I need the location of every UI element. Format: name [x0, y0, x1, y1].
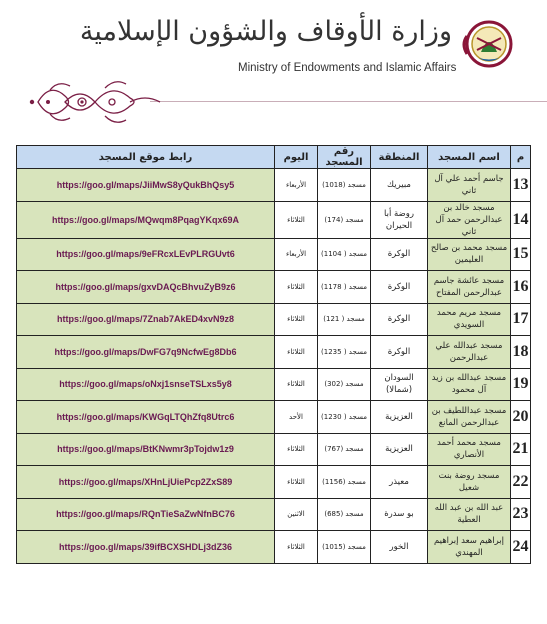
column-header-num: م — [511, 146, 531, 169]
mosque-day: الأحد — [275, 401, 318, 434]
mosque-area: السودان (شمالا) — [371, 368, 428, 401]
mosque-name: عبد الله بن عبد الله العطية — [428, 498, 511, 531]
table-row — [17, 466, 531, 499]
mosque-day: الأربعاء — [275, 238, 318, 271]
mosque-day: الثلاثاء — [275, 336, 318, 369]
column-header-link: رابط موقع المسجد — [17, 146, 275, 169]
table-row — [17, 336, 531, 369]
mosque-area: الخور — [371, 531, 428, 564]
table-row — [17, 368, 531, 401]
mosque-map-link[interactable]: https://goo.gl/maps/KWGqLTQhZfq8Utrc6 — [17, 401, 275, 434]
column-header-code: رقم المسجد — [318, 146, 371, 169]
mosque-map-link[interactable]: https://goo.gl/maps/RQnTieSaZwNfnBC76 — [17, 498, 275, 531]
mosque-area: الوكرة — [371, 271, 428, 304]
mosque-code: مسجد ( 1104) — [318, 238, 371, 271]
mosque-map-link[interactable]: https://goo.gl/maps/DwFG7q9NcfwEg8Db6 — [17, 336, 275, 369]
row-number: 23 — [511, 498, 531, 531]
mosque-area: معيذر — [371, 466, 428, 499]
mosque-area: الوكرة — [371, 303, 428, 336]
table-row — [17, 201, 531, 238]
mosque-map-link[interactable]: https://goo.gl/maps/7Znab7AkED4xvN9z8 — [17, 303, 275, 336]
mosque-area: روضة أبا الحيران — [371, 201, 428, 238]
column-header-day: اليوم — [275, 146, 318, 169]
ministry-name-arabic: وزارة الأوقاف والشؤون الإسلامية — [79, 16, 452, 47]
mosque-code: مسجد (685) — [318, 498, 371, 531]
qatar-emblem-logo — [455, 14, 519, 74]
mosque-name: مسجد روضة بنت شعيل — [428, 466, 511, 499]
mosque-map-link[interactable]: https://goo.gl/maps/9eFRcxLEvPLRGUvt6 — [17, 238, 275, 271]
table-row — [17, 238, 531, 271]
mosque-code: مسجد ( 1178) — [318, 271, 371, 304]
mosque-map-link[interactable]: https://goo.gl/maps/39ifBCXSHDLj3dZ36 — [17, 531, 275, 564]
table-row — [17, 401, 531, 434]
row-number: 16 — [511, 271, 531, 304]
mosque-area: العزيزية — [371, 433, 428, 466]
row-number: 17 — [511, 303, 531, 336]
page-header — [0, 0, 547, 140]
mosque-day: الثلاثاء — [275, 201, 318, 238]
table-row — [17, 531, 531, 564]
mosque-name: مسجد عبدالله علي عبدالرحمن — [428, 336, 511, 369]
mosque-code: مسجد (1156) — [318, 466, 371, 499]
mosque-code: مسجد (302) — [318, 368, 371, 401]
table-header-row — [17, 146, 531, 169]
row-number: 15 — [511, 238, 531, 271]
mosque-day: الثلاثاء — [275, 303, 318, 336]
mosque-area: العزيزية — [371, 401, 428, 434]
mosque-name: جاسم أحمد علي آل ثاني — [428, 169, 511, 202]
row-number: 20 — [511, 401, 531, 434]
mosque-code: مسجد ( 1230) — [318, 401, 371, 434]
mosque-day: الاثنين — [275, 498, 318, 531]
mosque-code: مسجد (1018) — [318, 169, 371, 202]
mosque-day: الثلاثاء — [275, 271, 318, 304]
mosque-area: الوكرة — [371, 336, 428, 369]
mosque-name: مسجد محمد بن صالح العليمين — [428, 238, 511, 271]
mosque-map-link[interactable]: https://goo.gl/maps/BtKNwmr3pTojdw1z9 — [17, 433, 275, 466]
row-number: 14 — [511, 201, 531, 238]
mosque-day: الثلاثاء — [275, 531, 318, 564]
row-number: 21 — [511, 433, 531, 466]
mosque-code: مسجد ( 121) — [318, 303, 371, 336]
mosque-name: إبراهيم سعد إبراهيم المهندي — [428, 531, 511, 564]
mosque-day: الثلاثاء — [275, 466, 318, 499]
mosque-name: مسجد عبداللطيف بن عبدالرحمن المانع — [428, 401, 511, 434]
mosque-area: بو سدرة — [371, 498, 428, 531]
row-number: 13 — [511, 169, 531, 202]
mosque-code: مسجد ( 1235) — [318, 336, 371, 369]
mosque-map-link[interactable]: https://goo.gl/maps/JiiMwS8yQukBhQsy5 — [17, 169, 275, 202]
row-number: 22 — [511, 466, 531, 499]
table-row — [17, 433, 531, 466]
mosque-name: مسجد مريم محمد السويدي — [428, 303, 511, 336]
row-number: 19 — [511, 368, 531, 401]
header-divider — [150, 101, 547, 102]
mosque-area: الوكرة — [371, 238, 428, 271]
mosque-map-link[interactable]: https://goo.gl/maps/MQwqm8PqagYKqx69A — [17, 201, 275, 238]
mosque-day: الثلاثاء — [275, 368, 318, 401]
mosque-code: مسجد (767) — [318, 433, 371, 466]
mosque-name: مسجد عبدالله بن زيد آل محمود — [428, 368, 511, 401]
mosque-day: الأربعاء — [275, 169, 318, 202]
mosque-map-link[interactable]: https://goo.gl/maps/gxvDAQcBhvuZyB9z6 — [17, 271, 275, 304]
mosque-code: مسجد (1015) — [318, 531, 371, 564]
mosque-map-link[interactable]: https://goo.gl/maps/oNxj1snseTSLxs5y8 — [17, 368, 275, 401]
mosque-day: الثلاثاء — [275, 433, 318, 466]
column-header-area: المنطقة — [371, 146, 428, 169]
column-header-name: اسم المسجد — [428, 146, 511, 169]
mosque-area: مبيريك — [371, 169, 428, 202]
arabesque-ornament-icon — [20, 76, 170, 128]
table-row — [17, 169, 531, 202]
row-number: 18 — [511, 336, 531, 369]
mosque-name: مسجد عائشة جاسم عبدالرحمن المفتاح — [428, 271, 511, 304]
mosque-name: مسجد خالد بن عبدالرحمن حمد آل ثاني — [428, 201, 511, 238]
ministry-name-english: Ministry of Endowments and Islamic Affairs — [238, 62, 457, 74]
table-row — [17, 498, 531, 531]
mosque-code: مسجد (174) — [318, 201, 371, 238]
table-row — [17, 303, 531, 336]
row-number: 24 — [511, 531, 531, 564]
mosque-name: مسجد محمد أحمد الأنصاري — [428, 433, 511, 466]
table-row — [17, 271, 531, 304]
mosques-table — [16, 145, 531, 564]
mosque-map-link[interactable]: https://goo.gl/maps/XHnLjUiePcp2ZxS89 — [17, 466, 275, 499]
